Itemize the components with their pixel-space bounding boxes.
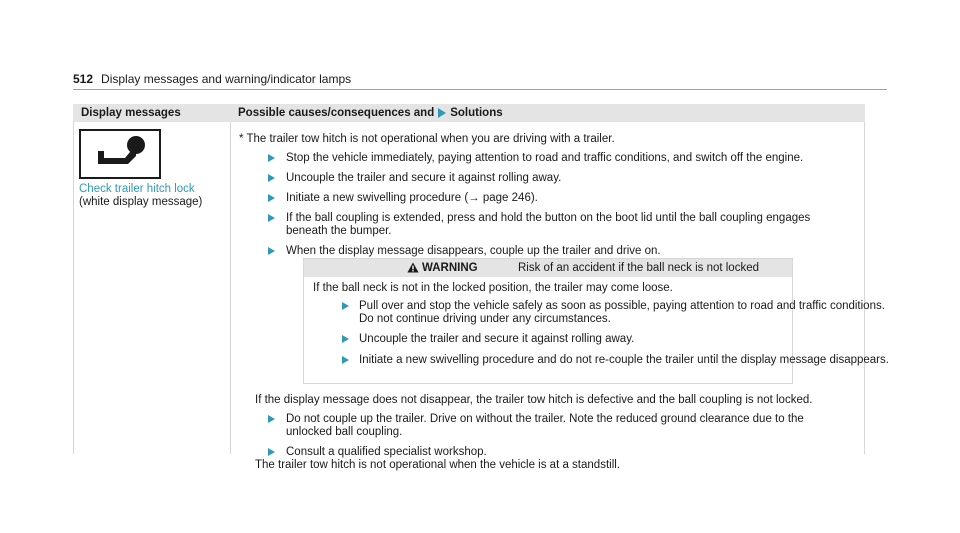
cause-text: * The trailer tow hitch is not operational when you are driving with a trailer.	[239, 133, 615, 145]
step-text: Stop the vehicle immediately, paying attention to road and traffic conditions, and switch off the engine.	[286, 152, 804, 164]
bullet-arrow-icon	[268, 194, 275, 202]
table-header-row	[73, 104, 865, 122]
final-step-text-continued: unlocked ball coupling.	[286, 426, 403, 438]
warning-box	[303, 258, 889, 384]
bullet-arrow-icon	[268, 247, 275, 255]
column-header-causes-text: Possible causes/consequences and	[238, 107, 435, 119]
warning-triangle-icon	[407, 262, 419, 273]
message-note: (white display message)	[79, 196, 203, 208]
header-title: Display messages and warning/indicator lamps	[101, 72, 352, 86]
step-text: Initiate a new swivelling procedure (→ page 246).	[286, 192, 538, 204]
step-text: When the display message disappears, couple up the trailer and drive on.	[286, 245, 661, 257]
last-note-text: The trailer tow hitch is not operational when the vehicle is at a standstill.	[255, 459, 620, 471]
solution-arrow-icon	[438, 108, 446, 118]
bullet-arrow-icon	[268, 214, 275, 222]
column-header-causes-solutions	[238, 106, 503, 120]
page-number: 512	[73, 72, 94, 86]
step-text: Uncouple the trailer and secure it against rolling away.	[286, 172, 562, 184]
page-header	[73, 72, 887, 90]
column-header-solutions-text: Solutions	[450, 107, 503, 119]
warning-step-text: Initiate a new swivelling procedure and do not re-couple the trailer until the display message disappears.	[359, 354, 889, 366]
trailer-hitch-ball-icon	[79, 129, 161, 179]
message-name: Check trailer hitch lock	[79, 183, 195, 195]
bullet-arrow-icon	[342, 356, 349, 364]
table-border-left	[73, 122, 74, 454]
warning-label: WARNING	[422, 262, 478, 274]
step-text: If the ball coupling is extended, press and hold the button on the boot lid until the ball coupling engages	[286, 212, 811, 224]
table-border-right	[864, 122, 865, 454]
warning-step-text-continued: Do not continue driving under any circumstances.	[359, 313, 611, 325]
warning-header	[304, 259, 792, 277]
warning-step-text: Uncouple the trailer and secure it against rolling away.	[359, 333, 635, 345]
bullet-arrow-icon	[342, 302, 349, 310]
bullet-arrow-icon	[268, 174, 275, 182]
bullet-arrow-icon	[268, 448, 275, 456]
after-warning-text: If the display message does not disappear, the trailer tow hitch is defective and the ball coupling is not locked.	[255, 394, 813, 406]
warning-body: If the ball neck is not in the locked position, the trailer may come loose.	[313, 282, 673, 294]
step-text-continued: beneath the bumper.	[286, 225, 392, 237]
warning-step-text: Pull over and stop the vehicle safely as soon as possible, paying attention to road and traffic conditions.	[359, 300, 885, 312]
bullet-arrow-icon	[268, 415, 275, 423]
bullet-arrow-icon	[268, 154, 275, 162]
table-column-divider	[230, 122, 231, 454]
table-row	[73, 122, 889, 471]
final-step-text: Do not couple up the trailer. Drive on without the trailer. Note the reduced ground clearance due to the	[286, 413, 804, 425]
bullet-arrow-icon	[342, 335, 349, 343]
warning-title-text: Risk of an accident if the ball neck is not locked	[518, 262, 759, 274]
column-header-display-messages: Display messages	[81, 107, 181, 119]
final-step-text: Consult a qualified specialist workshop.	[286, 446, 487, 458]
display-messages-table	[73, 104, 889, 471]
